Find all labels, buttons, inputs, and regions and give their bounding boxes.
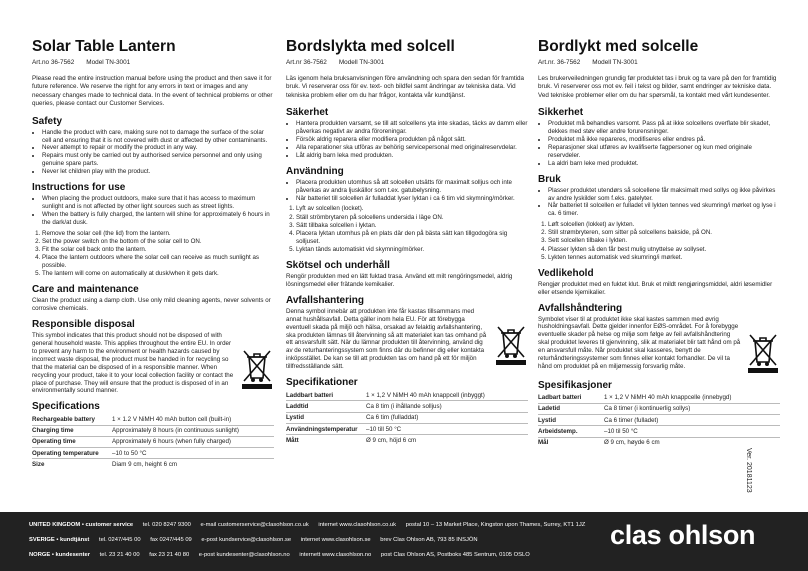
footer-email[interactable]: e-post kundservice@clasohlson.se xyxy=(201,537,292,543)
list-item: 2. Still strømbryteren, som sitter på solcellens bakside, på ON. xyxy=(548,229,780,237)
column-english xyxy=(32,38,274,470)
table-row: Lystid Ca 6 tim (fulladdat) xyxy=(286,412,528,423)
list-item: 4. Place the lantern outdoors where the solar cell can receive as much sunlight as possible. xyxy=(42,254,274,270)
footer-address: post Clas Ohlson AS, Postboks 485 Sentrum, 0105 OSLO xyxy=(380,552,530,558)
steps-list xyxy=(286,205,528,254)
list-item: • Never attempt to repair or modify the product in any way. xyxy=(42,144,274,152)
list-item: • Plasser produktet utendørs så solcellene får maksimalt med sollys og ikke påvirkes av andre lyskilder som f.eks. gatelyter. xyxy=(548,187,780,203)
list-item: 3. Sett solcellen tilbake i lykten. xyxy=(548,237,780,245)
crossed-bin-icon xyxy=(240,348,274,390)
column-swedish xyxy=(286,38,528,446)
safety-heading: Säkerhet xyxy=(286,107,329,119)
footer-phone: tel. 020 8247 9300 xyxy=(142,522,191,528)
specs-table xyxy=(32,414,274,469)
table-row: Operating temperature –10 to 50 °C xyxy=(32,448,274,459)
table-row: Användningstemperatur –10 till 50 °C xyxy=(286,423,528,434)
list-item: • Produktet må ikke repareres, modifiseres eller endres på. xyxy=(548,136,780,144)
list-item: • Handle the product with care, making sure not to damage the surface of the solar cell and ensuring that it is not covered with dust or affected by other contaminants. xyxy=(42,129,274,145)
article-number: Art.nr 36-7562 Modell TN-3001 xyxy=(286,59,385,66)
footer-row-uk xyxy=(29,522,593,528)
table-row: Laddbart batteri 1 × 1,2 V NiMH 40 mAh knappcell (inbyggt) xyxy=(286,391,485,399)
list-item: • Placera produkten utomhus så att solcellen utsätts för maximalt solljus och inte påverkas av andra ljuskällor som t.ex. gatubelysning. xyxy=(296,179,528,195)
safety-list xyxy=(538,120,780,167)
table-row: Lystid Ca 6 timer (fulladet) xyxy=(538,415,780,426)
list-item: • La aldri barn leke med produktet. xyxy=(548,160,780,168)
footer-region: NORGE • kundesenter xyxy=(29,552,90,558)
care-text: Rengjør produktet med en fuktet klut. Bruk et mildt rengjøringsmiddel, aldri løsemidler eller etsende kjemikalier. xyxy=(538,280,773,296)
steps-list xyxy=(538,221,780,261)
footer-row-no xyxy=(29,552,538,558)
disposal-heading: Responsible disposal xyxy=(32,319,135,331)
specs-table xyxy=(538,393,780,448)
list-item: • Reparasjoner skal utføres av kvalifiserte fagpersoner og kun med originale reservdeler. xyxy=(548,144,780,160)
footer-web[interactable]: internett www.clasohlson.no xyxy=(299,552,372,558)
list-item: 2. Set the power switch on the bottom of the solar cell to ON. xyxy=(42,238,274,246)
list-item: 5. Lyktan tänds automatiskt vid skymning/mörker. xyxy=(296,246,528,254)
list-item: • Når batteriet til solcellen er fulladet vil lykten tennes ved skumring/i mørket og lyse i ca. 6 timer. xyxy=(548,202,780,218)
list-item: • Hantera produkten varsamt, se till att solcellens yta inte skadas, täcks av damm eller påverkas negativt av andra föroreningar. xyxy=(296,120,528,136)
safety-heading: Safety xyxy=(32,115,63,127)
table-row: Arbeidstemp. –10 til 50 °C xyxy=(538,426,780,437)
column-norwegian xyxy=(538,38,780,448)
article-number: Art.no 36-7562 Model TN-3001 xyxy=(32,59,131,66)
care-text: Rengör produkten med en lätt fuktad trasa. Använd ett milt rengöringsmedel, aldrig lösningsmedel eller frätande kemikalier. xyxy=(286,273,513,288)
table-row: Mått Ø 9 cm, höjd 6 cm xyxy=(286,435,528,446)
care-heading: Vedlikehold xyxy=(538,267,594,279)
footer-fax: fax 23 21 40 80 xyxy=(149,552,190,558)
use-list xyxy=(32,195,274,227)
disposal-heading: Avfallshantering xyxy=(286,294,364,306)
list-item: • When placing the product outdoors, make sure that it has access to maximum sunlight and is not affected by other light sources such as street lights. xyxy=(42,195,274,211)
disposal-text: Symbolet viser til at produktet ikke skal kastes sammen med øvrig husholdningsavfall. Dette gjelder innenfor EØS-området. For å forebygge eventuelle skader på helse og miljø som følge av feil avfallshåndtering skal produktet leveres til gjenvinning, slik at materialet blir tatt hånd om på en ansvarsfull måte. Når produktet skal kasseres, benytt de returhåndteringssystemer som finnes eller kontakt forhandler. De vil ta hånd om produktet på en miljømessig forsvarlig måte. xyxy=(538,315,741,370)
list-item: 3. Sätt tillbaka solcellen i lyktan. xyxy=(296,222,528,230)
footer-phone: tel. 0247/445 00 xyxy=(98,537,141,543)
crossed-bin-icon xyxy=(746,332,780,374)
page-title: Bordslykta med solcell xyxy=(286,38,455,55)
list-item: • Försök aldrig reparera eller modifiera produkten på något sätt. xyxy=(296,136,528,144)
crossed-bin-icon xyxy=(494,324,528,366)
article-number: Art.nr. 36-7562 Modell TN-3001 xyxy=(538,59,638,66)
footer-address: postal 10 – 13 Market Place, Kingston upon Thames, Surrey, KT1 1JZ xyxy=(405,522,586,528)
version-label: Ver. 20181123 xyxy=(745,448,752,493)
list-item: • When the battery is fully charged, the lantern will shine for approximately 6 hours in the dark/at dusk. xyxy=(42,211,274,227)
footer-row-se xyxy=(29,537,486,543)
list-item: • När batteriet till solcellen är fulladdat lyser lyktan i ca 6 tim vid skymning/mörker. xyxy=(296,195,528,203)
use-heading: Instructions for use xyxy=(32,182,126,194)
use-list xyxy=(286,179,528,203)
list-item: 1. Løft solcellen (lokket) av lykten. xyxy=(548,221,780,229)
table-row: Ladbart batteri 1 × 1,2 V NiMH 40 mAh knappcelle (innebygd) xyxy=(538,394,732,402)
list-item: 2. Ställ strömbrytaren på solcellens undersida i läge ON. xyxy=(296,214,528,222)
specs-heading: Specifications xyxy=(32,401,100,413)
page-title: Bordlykt med solcelle xyxy=(538,38,699,55)
specs-heading: Specifikationer xyxy=(286,377,358,389)
care-heading: Skötsel och underhåll xyxy=(286,260,390,272)
table-row: Ladetid Ca 8 timer (i kontinuerlig sollys) xyxy=(538,403,780,414)
footer-phone: tel. 23 21 40 00 xyxy=(99,552,140,558)
footer-web[interactable]: internet www.clasohlson.co.uk xyxy=(318,522,397,528)
table-row: Laddtid Ca 8 tim (i ihållande solljus) xyxy=(286,401,528,412)
disposal-heading: Avfallshåndtering xyxy=(538,302,623,314)
table-row: Charging time Approximately 8 hours (in continuous sunlight) xyxy=(32,425,274,436)
list-item: 5. The lantern will come on automatically at dusk/when it gets dark. xyxy=(42,270,274,278)
table-row: Rechargeable battery 1 × 1.2 V NiMH 40 mAh button cell (built-in) xyxy=(32,415,232,423)
disposal-text: This symbol indicates that this product should not be disposed of with general household waste. This applies throughout the entire EU. In order to prevent any harm to the environment or health hazards caused by incorrect waste disposal, the product must be handed in for recycling so that the material can be disposed of in a responsible manner. When recycling your product, take it to your local collection facility or contact the place of purchase. They will ensure that the product is disposed of in an environmentally sound manner. xyxy=(32,332,234,395)
specs-heading: Spesifikasjoner xyxy=(538,379,612,391)
list-item: • Produktet må behandles varsomt. Pass på at ikke solcellens overflate blir skadet, dekkes med støv eller andre forurensninger. xyxy=(548,120,780,136)
intro-text: Les brukerveiledningen grundig før produktet tas i bruk og ta vare på den for framtidig bruk. Vi reserverer oss mot ev. feil i tekst og bilder, samt endringer av tekniske data. Ved tekniske problemer eller om du har spørsmål, ta kontakt med vårt kundesenter. xyxy=(538,75,777,99)
care-heading: Care and maintenance xyxy=(32,284,139,296)
steps-list xyxy=(32,230,274,279)
list-item: 1. Remove the solar cell (the lid) from the lantern. xyxy=(42,230,274,238)
intro-text: Please read the entire instruction manual before using the product and then save it for future reference. We reserve the right for any errors in text or images and any necessary changes made to technical data. In the event of technical problems or other queries, please contact our Customer Services. xyxy=(32,75,273,108)
table-row: Mål Ø 9 cm, høyde 6 cm xyxy=(538,437,780,448)
safety-list xyxy=(286,120,528,160)
disposal-section xyxy=(32,332,274,395)
list-item: • Never let children play with the product. xyxy=(42,168,274,176)
use-list xyxy=(538,187,780,219)
safety-list xyxy=(32,129,274,176)
disposal-text: Denna symbol innebär att produkten inte får kastas tillsammans med annat hushållsavfall. Detta gäller inom hela EU. För att förebygga eventuell skada på miljö och hälsa, orsakad av felaktig avfallshantering, ska produkten lämnas till återvinning så att materialet kan tas omhand på ett ansvarsfullt sätt. När du lämnar produkten till återvinning, använd dig av de returhanteringssystem som finns där du befinner dig eller kontakta inköpsstället. De kan se till att produkten tas om hand på ett för miljön tillfredsställande sätt. xyxy=(286,307,487,371)
care-text: Clean the product using a damp cloth. Use only mild cleaning agents, never solvents or corrosive chemicals. xyxy=(32,297,271,313)
list-item: 4. Plasser lykten så den får best mulig utnyttelse av sollyset. xyxy=(548,246,780,254)
disposal-section xyxy=(286,308,528,371)
disposal-section xyxy=(538,316,780,374)
footer xyxy=(0,512,808,571)
table-row: Operating time Approximately 6 hours (when fully charged) xyxy=(32,436,274,447)
footer-region: UNITED KINGDOM • customer service xyxy=(29,522,134,528)
brand-logo: clas ohlson xyxy=(610,520,756,550)
specs-table xyxy=(286,390,528,445)
list-item: 5. Lykten tennes automatisk ved skumring/i mørket. xyxy=(548,254,780,262)
use-heading: Bruk xyxy=(538,173,561,185)
footer-address: brev Clas Ohlson AB, 793 85 INSJÖN xyxy=(380,537,478,543)
table-row: Size Diam 9 cm, height 6 cm xyxy=(32,459,274,470)
page-title: Solar Table Lantern xyxy=(32,38,176,55)
footer-fax: fax 0247/445 09 xyxy=(150,537,192,543)
list-item: • Repairs must only be carried out by authorised service personnel and only using genuine spare parts. xyxy=(42,152,274,168)
use-heading: Användning xyxy=(286,165,344,177)
footer-email[interactable]: e-post kundesenter@clasohlson.no xyxy=(198,552,290,558)
footer-region: SVERIGE • kundtjänst xyxy=(29,537,90,543)
list-item: 3. Fit the solar cell back onto the lantern. xyxy=(42,246,274,254)
list-item: • Låt aldrig barn leka med produkten. xyxy=(296,152,528,160)
footer-email[interactable]: e-mail customerservice@clasohlson.co.uk xyxy=(200,522,309,528)
list-item: 4. Placera lyktan utomhus på en plats där den på bästa sätt kan tillgodogöra sig solljuset. xyxy=(296,230,528,246)
list-item: 1. Lyft av solcellen (locket). xyxy=(296,205,528,213)
footer-web[interactable]: internet www.clasohlson.se xyxy=(300,537,371,543)
safety-heading: Sikkerhet xyxy=(538,107,584,119)
list-item: • Alla reparationer ska utföras av behörig servicepersonal med originalreservdelar. xyxy=(296,144,528,152)
intro-text: Läs igenom hela bruksanvisningen före användning och spara den sedan för framtida bruk. Vi reserverar oss för ev. text- och bildfel samt ändringar av tekniska data. Vid tekniska problem eller om du har frågor, kontakta vår kundtjänst. xyxy=(286,75,525,99)
